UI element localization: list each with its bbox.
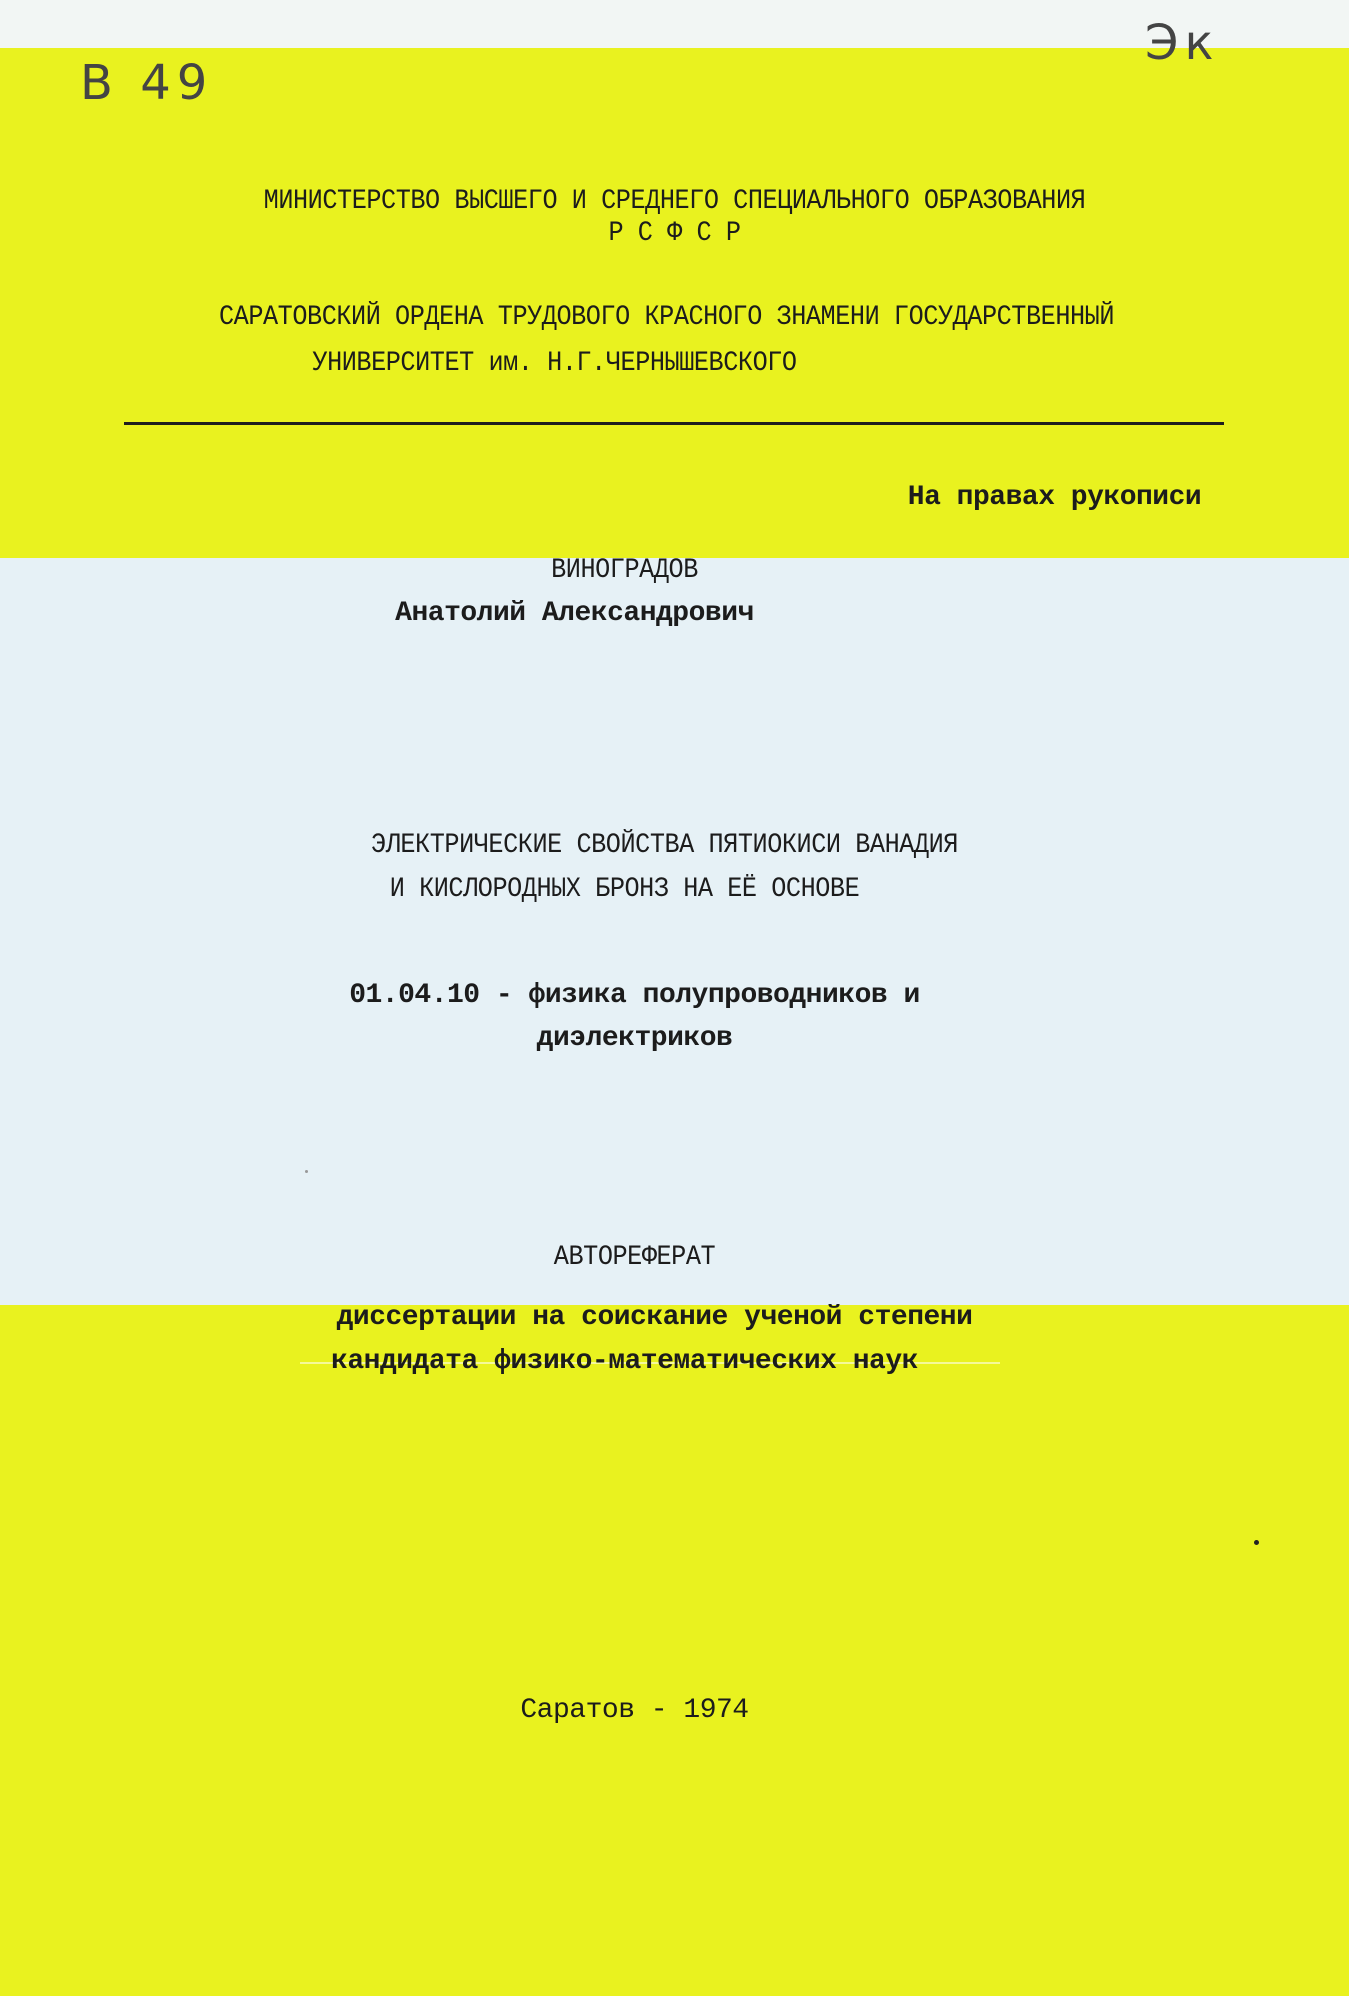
header-divider <box>124 422 1224 425</box>
thesis-title-line2: И КИСЛОРОДНЫХ БРОНЗ НА ЕЁ ОСНОВЕ <box>389 874 860 905</box>
document-type-heading: АВТОРЕФЕРАТ <box>553 1242 716 1273</box>
degree-line1: диссертации на соискание ученой степени <box>336 1302 973 1333</box>
university-heading-line1: САРАТОВСКИЙ ОРДЕНА ТРУДОВОГО КРАСНОГО ЗНАМЕНИ ГОСУДАРСТВЕННЫЙ <box>218 302 1115 333</box>
republic-heading: Р С Ф С Р <box>608 218 741 249</box>
manuscript-note: На правах рукописи <box>907 482 1202 513</box>
specialty-line2: диэлектриков <box>536 1023 733 1054</box>
author-surname: ВИНОГРАДОВ <box>551 555 698 586</box>
ink-speck <box>1254 1540 1259 1545</box>
ministry-heading: МИНИСТЕРСТВО ВЫСШЕГО И СРЕДНЕГО СПЕЦИАЛЬНОГО ОБРАЗОВАНИЯ <box>263 186 1086 217</box>
university-heading-line2: УНИВЕРСИТЕТ им. Н.Г.ЧЕРНЫШЕВСКОГО <box>312 348 797 379</box>
ink-speck <box>305 1170 308 1173</box>
author-given-names: Анатолий Александрович <box>395 598 754 629</box>
imprint: Саратов - 1974 <box>520 1695 749 1726</box>
yellow-band-bottom <box>0 1305 1349 1996</box>
specialty-line1: 01.04.10 - физика полупроводников и <box>349 980 920 1011</box>
degree-line2: кандидата физико-математических наук <box>331 1346 918 1377</box>
pale-band-middle <box>0 558 1349 1305</box>
thesis-title-line1: ЭЛЕКТРИЧЕСКИЕ СВОЙСТВА ПЯТИОКИСИ ВАНАДИЯ <box>371 830 958 861</box>
handwritten-note-right: Эк <box>1145 15 1220 71</box>
handwritten-note-left: В 49 <box>80 55 214 111</box>
